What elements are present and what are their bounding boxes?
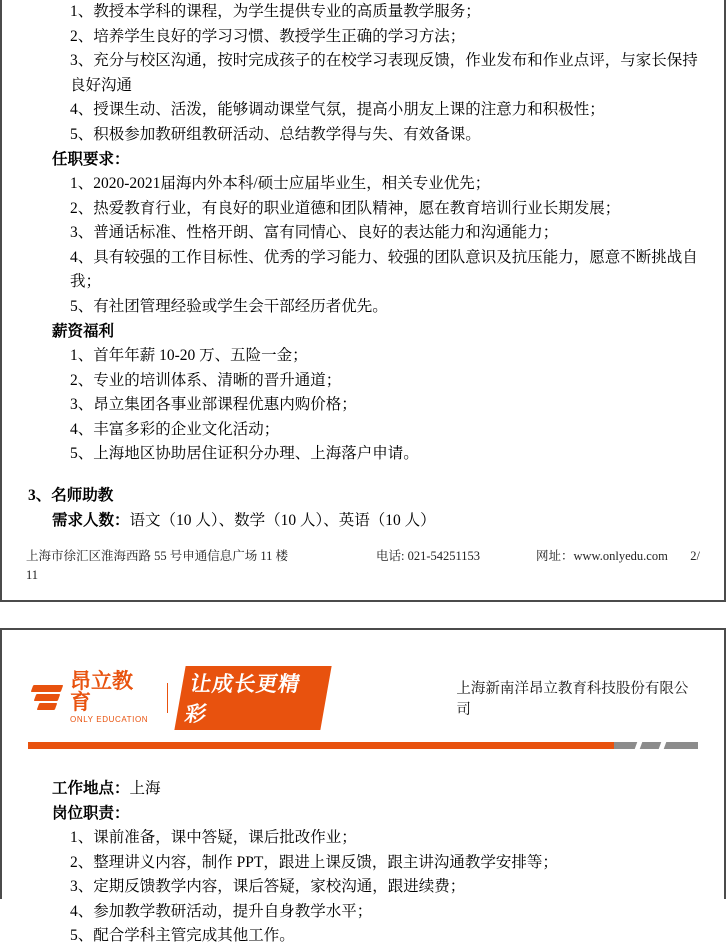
page-gap: [0, 602, 726, 628]
letterhead-bar-grey: [614, 742, 698, 749]
duty-item: 4、授课生动、活泼，能够调动课堂气氛，提高小朋友上课的注意力和积极性；: [70, 101, 605, 118]
duty-item: 3、定期反馈教学内容，课后答疑，家校沟通，跟进续费；: [70, 878, 466, 895]
page2-body: [26, 776, 700, 949]
onlyedu-logo-icon: [30, 683, 64, 713]
requirement-item: 5、有社团管理经验或学生会干部经历者优先。: [70, 297, 388, 315]
logo-text: [70, 671, 153, 725]
requirement-item: 1、2020-2021届海内外本科/硕士应届毕业生，相关专业优先；: [70, 175, 491, 192]
letterhead-bar-orange: [28, 742, 698, 749]
duty-item: 3、充分与校区沟通，按时完成孩子的在校学习表现反馈，作业发布和作业点评，与家长保持良好沟通: [70, 52, 698, 94]
letterhead-row: [26, 666, 700, 730]
duty-item: 2、培养学生良好的学习习惯、教授学生正确的学习方法；: [70, 27, 466, 45]
salary-item: 5、上海地区协助居住证积分办理、上海落户申请。: [70, 445, 419, 462]
duty-item: 5、配合学科主管完成其他工作。: [70, 927, 295, 944]
requirement-item: 2、热爱教育行业，有良好的职业道德和团队精神，愿在教育培训行业长期发展；: [70, 199, 621, 217]
letterhead: [26, 630, 700, 752]
letterhead-bar: [26, 740, 700, 752]
requirement-item: 3、普通话标准、性格开朗、富有同情心、良好的表达能力和沟通能力；: [70, 224, 559, 241]
duty-item: 1、课前准备，课中答疑，课后批改作业；: [70, 829, 357, 846]
logo-slogan: 让成长更精彩: [174, 666, 332, 730]
work-place-line: [26, 776, 700, 801]
salary-item: 3、昂立集团各事业部课程优惠内购价格；: [70, 396, 357, 413]
duty-item: 4、参加教学教研活动，提升自身教学水平；: [70, 902, 373, 920]
footer-website: 网址：www.onlyedu.com: [536, 548, 668, 563]
salary-item: 4、丰富多彩的企业文化活动；: [70, 420, 280, 438]
logo-english-name: ONLY EDUCATION: [70, 715, 149, 724]
headcount-label: 需求人数：: [52, 511, 130, 529]
requirements-heading: 任职要求：: [52, 151, 130, 168]
section-title-teaching-assistant: 3、名师助教: [28, 486, 114, 504]
duty-item: 5、积极参加教研组教研活动、总结教学得与失、有效备课。: [70, 125, 481, 143]
work-place-value: 上海: [129, 780, 161, 797]
headcount-value: 语文（10 人）、数学（10 人）、英语（10 人）: [129, 511, 436, 529]
salary-heading: 薪资福利: [52, 323, 115, 340]
document-page-2: [0, 628, 726, 944]
footer-address: 上海市徐汇区淮海西路 55 号申通信息广场 11 楼: [26, 548, 289, 563]
duty-heading: 岗位职责：: [52, 805, 130, 822]
salary-item: 2、专业的培训体系、清晰的晋升通道；: [70, 371, 342, 389]
duty-item: 1、教授本学科的课程，为学生提供专业的高质量教学服务；: [70, 3, 481, 20]
work-place-label: 工作地点：: [52, 780, 130, 797]
footer-telephone: 电话: 021-54251153: [376, 548, 481, 563]
logo-divider: [167, 683, 168, 713]
company-name: 上海新南洋昂立教育科技股份有限公司: [456, 681, 689, 718]
salary-item: 1、首年年薪 10-20 万、五险一金；: [70, 347, 308, 364]
duty-item: 2、整理讲义内容，制作 PPT，跟进上课反馈，跟主讲沟通教学安排等；: [70, 853, 558, 871]
requirement-item: 4、具有较强的工作目标性、优秀的学习能力、较强的团队意识及抗压能力，愿意不断挑战自我；: [70, 248, 698, 290]
page-footer: [26, 547, 700, 566]
headcount-line: [26, 508, 700, 533]
logo-chinese-name: 昂立教育: [70, 670, 133, 714]
footer-page-number: 2/: [690, 548, 700, 563]
footer-page-number-second: 11: [26, 567, 39, 582]
